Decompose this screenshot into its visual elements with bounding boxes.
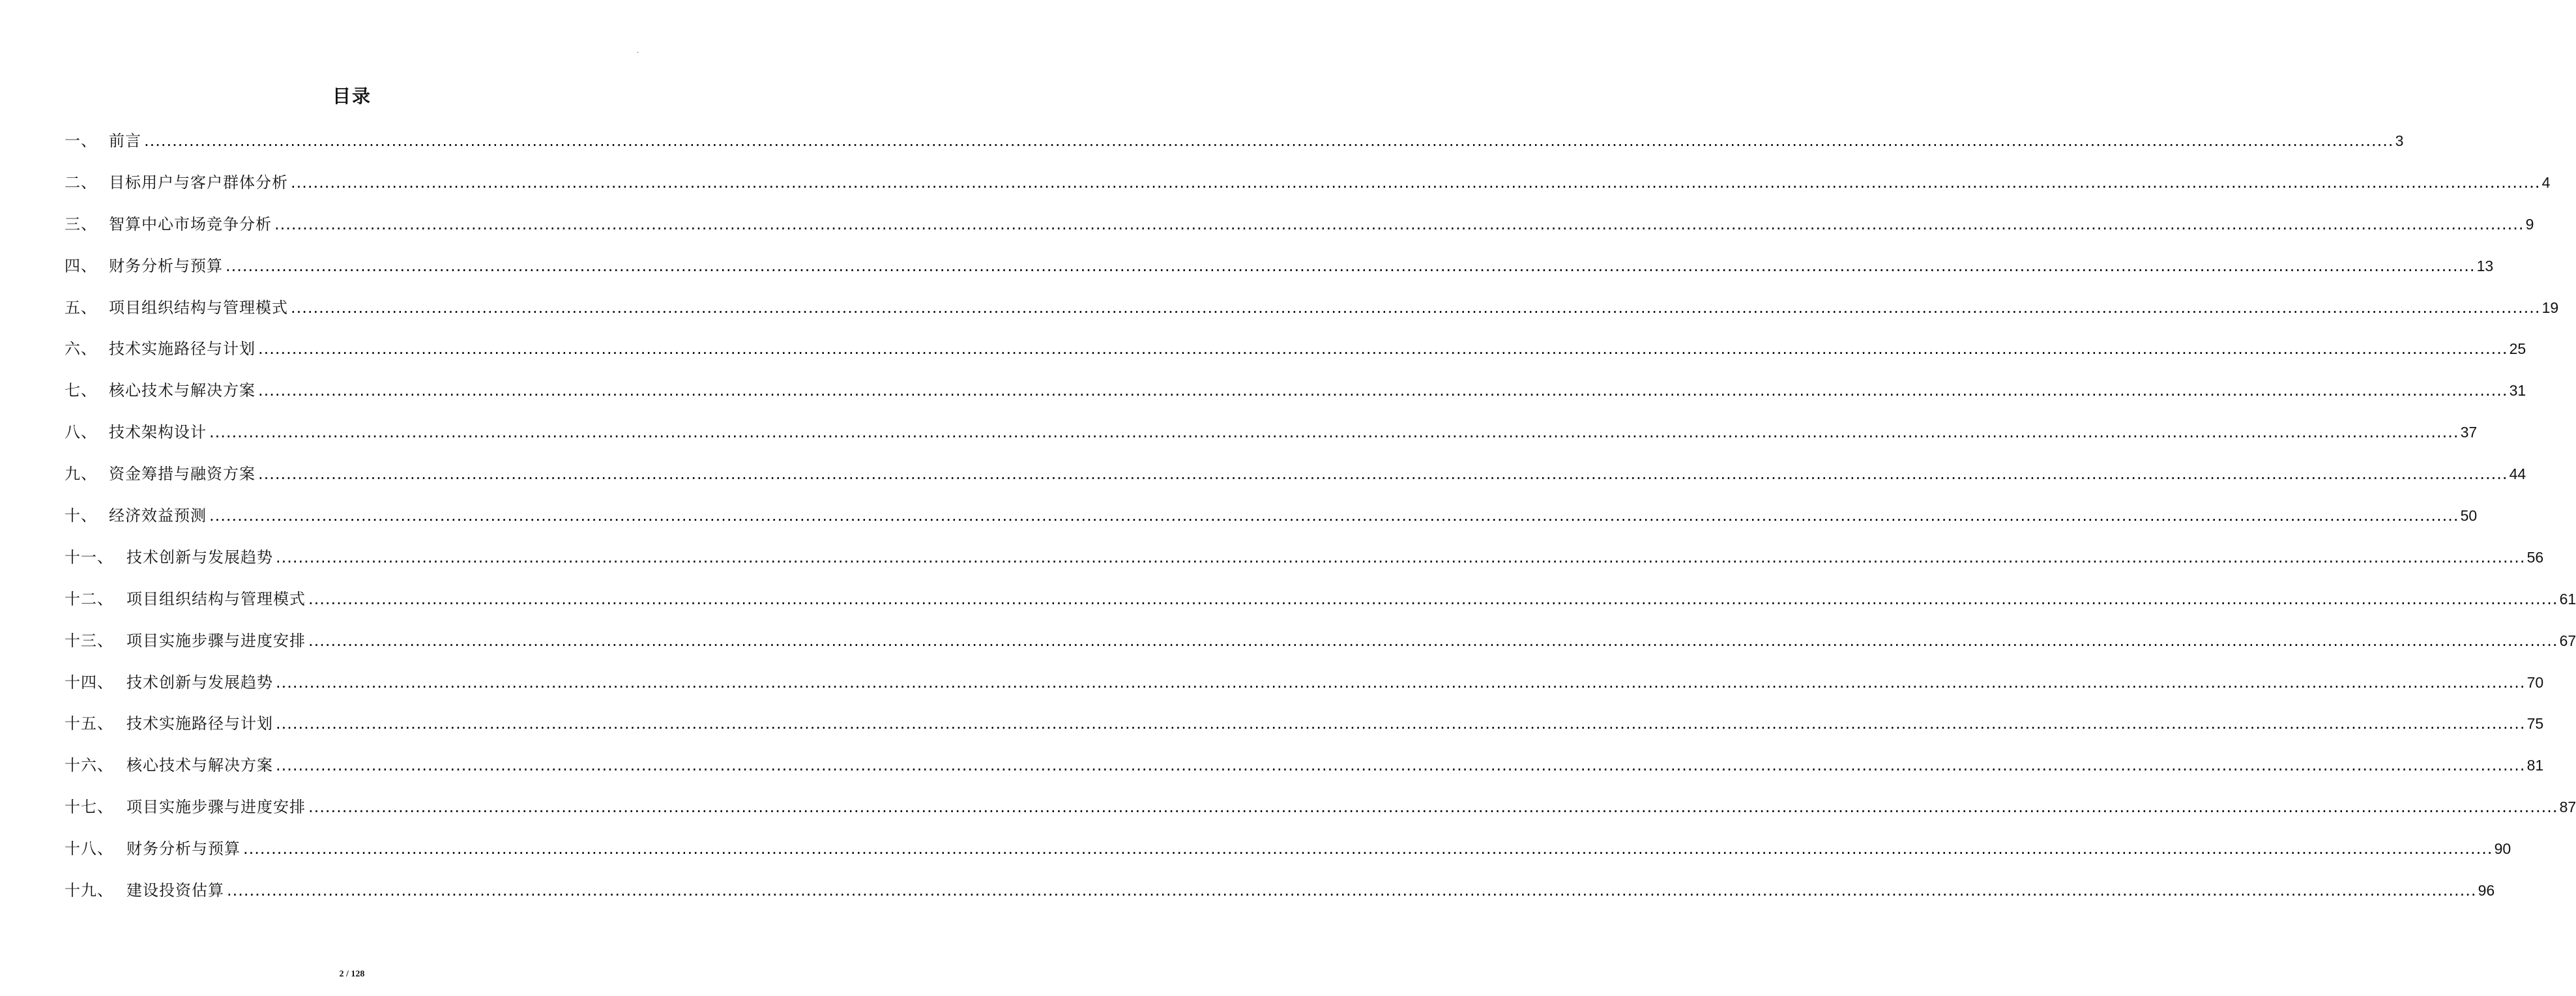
toc-entry-page-number[interactable]: 25 bbox=[2509, 340, 2526, 358]
toc-entry[interactable] bbox=[65, 419, 2478, 461]
toc-entry-title[interactable]: 财务分析与预算 bbox=[109, 256, 223, 275]
toc-entry[interactable] bbox=[65, 295, 2559, 336]
toc-entry[interactable] bbox=[65, 752, 2544, 794]
toc-list bbox=[65, 128, 2576, 919]
toc-entry-page-number[interactable]: 90 bbox=[2494, 840, 2511, 858]
toc-entry[interactable] bbox=[65, 586, 2576, 628]
toc-dot-leader: ................................................................................................................................................................................................................................................................................................................................................................................................................ bbox=[308, 631, 2558, 650]
toc-entry[interactable] bbox=[65, 710, 2544, 752]
page-number: 2 / 128 bbox=[339, 969, 365, 979]
toc-entry-title[interactable]: 项目实施步骤与进度安排 bbox=[126, 798, 306, 817]
toc-entry[interactable] bbox=[65, 377, 2526, 419]
toc-dot-leader: ................................................................................................................................................................................................................................................................................................................................................................................................................ bbox=[291, 173, 2541, 192]
toc-entry-page-number[interactable]: 56 bbox=[2526, 548, 2544, 566]
toc-entry[interactable] bbox=[65, 211, 2534, 253]
toc-dot-leader: ................................................................................................................................................................................................................................................................................................................................................................................................................ bbox=[276, 714, 2526, 733]
toc-entry-number: 七、 bbox=[65, 381, 97, 400]
toc-dot-leader: ................................................................................................................................................................................................................................................................................................................................................................................................................ bbox=[144, 132, 2394, 150]
toc-entry-number: 十六、 bbox=[65, 756, 113, 775]
toc-entry-title[interactable]: 核心技术与解决方案 bbox=[109, 381, 256, 400]
toc-entry-page-number[interactable]: 96 bbox=[2478, 882, 2495, 900]
toc-dot-leader: ................................................................................................................................................................................................................................................................................................................................................................................................................ bbox=[209, 423, 2459, 442]
toc-entry-page-number[interactable]: 13 bbox=[2476, 257, 2494, 274]
toc-entry-number: 十五、 bbox=[65, 714, 113, 733]
toc-entry-number: 十四、 bbox=[65, 673, 113, 692]
toc-entry[interactable] bbox=[65, 544, 2544, 586]
toc-entry-number: 五、 bbox=[65, 298, 97, 317]
toc-entry-title[interactable]: 技术创新与发展趋势 bbox=[126, 673, 273, 692]
toc-entry-page-number[interactable]: 9 bbox=[2525, 215, 2534, 233]
toc-entry-page-number[interactable]: 3 bbox=[2395, 132, 2404, 149]
toc-entry-number: 三、 bbox=[65, 214, 97, 233]
toc-entry[interactable] bbox=[65, 836, 2511, 877]
toc-entry-number: 九、 bbox=[65, 465, 97, 484]
toc-dot-leader: ................................................................................................................................................................................................................................................................................................................................................................................................................ bbox=[308, 589, 2558, 608]
toc-dot-leader: ................................................................................................................................................................................................................................................................................................................................................................................................................ bbox=[209, 506, 2459, 525]
toc-entry-page-number[interactable]: 44 bbox=[2509, 465, 2526, 483]
toc-dot-leader: ................................................................................................................................................................................................................................................................................................................................................................................................................ bbox=[243, 840, 2493, 858]
toc-entry-title[interactable]: 项目组织结构与管理模式 bbox=[126, 589, 306, 608]
corner-mark: . bbox=[637, 48, 639, 55]
toc-entry-page-number[interactable]: 75 bbox=[2526, 715, 2544, 733]
toc-entry[interactable] bbox=[65, 461, 2526, 503]
toc-entry-title[interactable]: 资金筹措与融资方案 bbox=[109, 465, 256, 484]
toc-entry-number: 十八、 bbox=[65, 840, 113, 858]
toc-entry[interactable] bbox=[65, 128, 2404, 169]
toc-entry-title[interactable]: 项目实施步骤与进度安排 bbox=[126, 631, 306, 650]
toc-title: 目录 bbox=[332, 85, 372, 107]
toc-dot-leader: ................................................................................................................................................................................................................................................................................................................................................................................................................ bbox=[258, 340, 2508, 359]
toc-entry-page-number[interactable]: 67 bbox=[2559, 632, 2576, 649]
toc-entry[interactable] bbox=[65, 877, 2495, 919]
toc-entry-number: 十七、 bbox=[65, 798, 113, 817]
toc-entry-page-number[interactable]: 50 bbox=[2460, 507, 2478, 525]
toc-entry-title[interactable]: 技术架构设计 bbox=[109, 423, 207, 442]
toc-dot-leader: ................................................................................................................................................................................................................................................................................................................................................................................................................ bbox=[276, 673, 2526, 692]
toc-entry-number: 十九、 bbox=[65, 881, 113, 900]
toc-dot-leader: ................................................................................................................................................................................................................................................................................................................................................................................................................ bbox=[308, 798, 2558, 817]
toc-dot-leader: ................................................................................................................................................................................................................................................................................................................................................................................................................ bbox=[226, 256, 2476, 275]
toc-dot-leader: ................................................................................................................................................................................................................................................................................................................................................................................................................ bbox=[258, 381, 2508, 400]
toc-entry-number: 一、 bbox=[65, 132, 97, 150]
toc-dot-leader: ................................................................................................................................................................................................................................................................................................................................................................................................................ bbox=[274, 214, 2525, 233]
toc-entry-number: 十、 bbox=[65, 506, 97, 525]
toc-entry[interactable] bbox=[65, 794, 2576, 836]
toc-entry[interactable] bbox=[65, 253, 2494, 295]
toc-entry[interactable] bbox=[65, 503, 2478, 544]
toc-entry-page-number[interactable]: 4 bbox=[2541, 173, 2551, 191]
toc-entry-page-number[interactable]: 19 bbox=[2541, 299, 2559, 316]
toc-entry-title[interactable]: 技术实施路径与计划 bbox=[109, 340, 256, 359]
toc-entry[interactable] bbox=[65, 169, 2551, 211]
toc-entry-title[interactable]: 核心技术与解决方案 bbox=[126, 756, 273, 775]
toc-entry[interactable] bbox=[65, 628, 2576, 669]
toc-entry-page-number[interactable]: 70 bbox=[2526, 673, 2544, 691]
toc-entry-number: 十三、 bbox=[65, 631, 113, 650]
toc-entry-title[interactable]: 项目组织结构与管理模式 bbox=[109, 298, 288, 317]
toc-entry-title[interactable]: 经济效益预测 bbox=[109, 506, 207, 525]
toc-entry[interactable] bbox=[65, 336, 2526, 377]
toc-entry-page-number[interactable]: 31 bbox=[2509, 382, 2526, 400]
toc-entry-number: 四、 bbox=[65, 256, 97, 275]
toc-entry-number: 十二、 bbox=[65, 589, 113, 608]
toc-entry-title[interactable]: 智算中心市场竞争分析 bbox=[109, 214, 272, 233]
toc-dot-leader: ................................................................................................................................................................................................................................................................................................................................................................................................................ bbox=[276, 548, 2526, 566]
toc-entry-page-number[interactable]: 81 bbox=[2526, 757, 2544, 774]
toc-dot-leader: ................................................................................................................................................................................................................................................................................................................................................................................................................ bbox=[227, 881, 2477, 900]
toc-entry-title[interactable]: 技术实施路径与计划 bbox=[126, 714, 273, 733]
toc-entry-page-number[interactable]: 87 bbox=[2559, 798, 2576, 816]
toc-entry-title[interactable]: 目标用户与客户群体分析 bbox=[109, 173, 288, 192]
toc-entry-title[interactable]: 技术创新与发展趋势 bbox=[126, 548, 273, 566]
toc-dot-leader: ................................................................................................................................................................................................................................................................................................................................................................................................................ bbox=[291, 298, 2541, 317]
toc-dot-leader: ................................................................................................................................................................................................................................................................................................................................................................................................................ bbox=[276, 756, 2526, 775]
toc-entry-number: 六、 bbox=[65, 340, 97, 359]
toc-entry-number: 十一、 bbox=[65, 548, 113, 566]
toc-entry-number: 八、 bbox=[65, 423, 97, 442]
toc-entry-page-number[interactable]: 61 bbox=[2559, 590, 2576, 608]
toc-entry-title[interactable]: 财务分析与预算 bbox=[126, 840, 241, 858]
toc-entry-page-number[interactable]: 37 bbox=[2460, 424, 2478, 441]
toc-entry-title[interactable]: 前言 bbox=[109, 132, 141, 150]
toc-entry[interactable] bbox=[65, 669, 2544, 711]
toc-entry-number: 二、 bbox=[65, 173, 97, 192]
toc-dot-leader: ................................................................................................................................................................................................................................................................................................................................................................................................................ bbox=[258, 465, 2508, 484]
toc-entry-title[interactable]: 建设投资估算 bbox=[126, 881, 224, 900]
